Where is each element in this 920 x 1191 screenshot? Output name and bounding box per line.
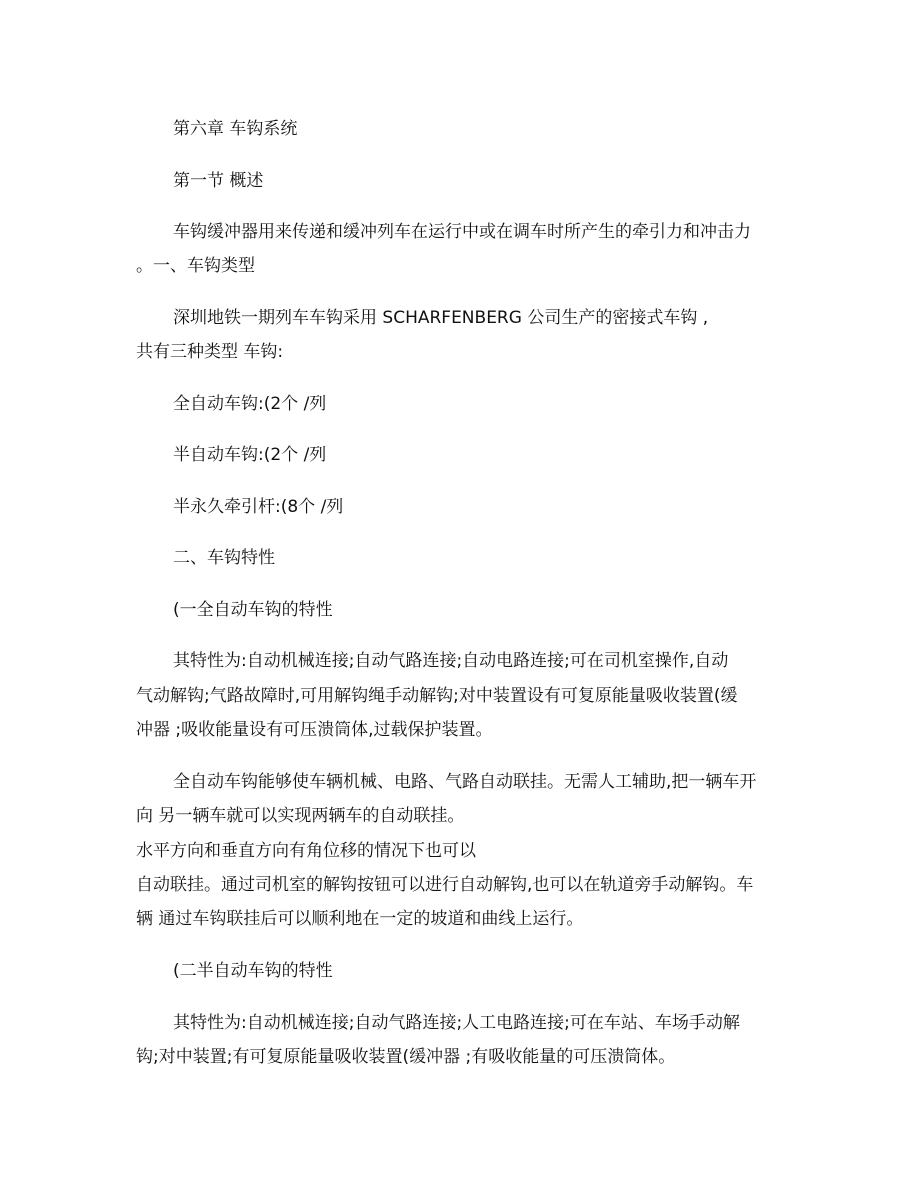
full-auto-p2-line-4: 自动联挂。通过司机室的解钩按钮可以进行自动解钩,也可以在轨道旁手动解钩。车: [136, 875, 754, 895]
full-auto-p2-line-1: 全自动车钩能够使车辆机械、电路、气路自动联挂。无需人工辅助,把一辆车开: [173, 772, 757, 792]
full-auto-p2-line-3: 水平方向和垂直方向有角位移的情况下也可以: [136, 841, 476, 861]
semi-auto-heading: (二半自动车钩的特性: [173, 961, 333, 981]
semi-auto-p1-line-2: 钩;对中装置;有可复原能量吸收装置(缓冲器 ;有吸收能量的可压溃筒体。: [136, 1047, 676, 1067]
full-auto-heading: (一全自动车钩的特性: [173, 600, 333, 620]
type-item: 全自动车钩:(2个 /列: [173, 394, 327, 414]
full-auto-p1-line-3: 冲器 ;吸收能量设有可压溃筒体,过载保护装置。: [136, 720, 493, 740]
full-auto-p1-line-2: 气动解钩;气路故障时,可用解钩绳手动解钩;对中装置设有可复原能量吸收装置(缓: [136, 686, 738, 706]
intro-line-2: 。一、车钩类型: [136, 256, 255, 276]
chapter-title: 第六章 车钩系统: [173, 119, 298, 139]
type-item: 半永久牵引杆:(8个 /列: [173, 497, 344, 517]
full-auto-p2-line-5: 辆 通过车钩联挂后可以顺利地在一定的坡道和曲线上运行。: [136, 909, 584, 929]
section-title: 第一节 概述: [173, 171, 264, 191]
full-auto-p1-line-1: 其特性为:自动机械连接;自动气路连接;自动电路连接;可在司机室操作,自动: [173, 651, 729, 671]
semi-auto-p1-line-1: 其特性为:自动机械连接;自动气路连接;人工电路连接;可在车站、车场手动解: [173, 1013, 740, 1033]
intro-line-1: 车钩缓冲器用来传递和缓冲列车在运行中或在调车时所产生的牵引力和冲击力: [173, 222, 751, 242]
characteristics-heading: 二、车钩特性: [173, 548, 275, 568]
full-auto-p2-line-2: 向 另一辆车就可以实现两辆车的自动联挂。: [136, 806, 465, 826]
types-intro-line-2: 共有三种类型 车钩:: [136, 342, 284, 362]
type-item: 半自动车钩:(2个 /列: [173, 445, 327, 465]
types-intro-line-1: 深圳地铁一期列车车钩采用 SCHARFENBERG 公司生产的密接式车钩 ,: [173, 308, 709, 328]
